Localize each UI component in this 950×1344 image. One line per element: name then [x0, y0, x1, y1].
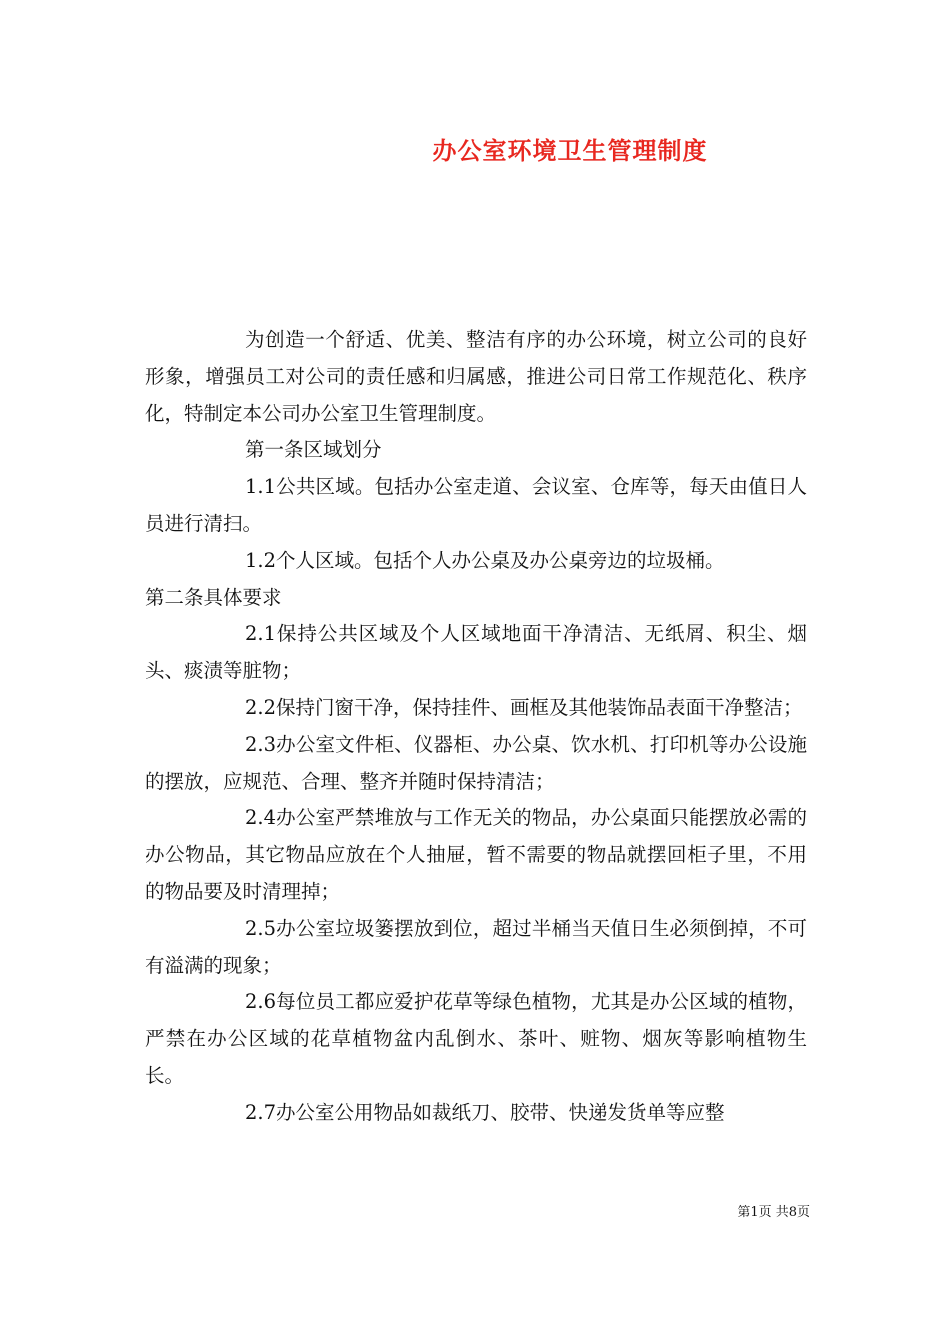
section-heading-1: 第一条区域划分	[245, 438, 382, 462]
document-body	[145, 322, 807, 1132]
page-footer: 第1页 共8页	[737, 1205, 810, 1220]
paragraph-2-7: 2.7办公室公用物品如裁纸刀、胶带、快递发货单等应整	[245, 1100, 725, 1124]
paragraph-2-4: 2.4办公室严禁堆放与工作无关的物品，办公桌面只能摆放必需的办公物品，其它物品应放在个人抽屉，暂不需要的物品就摆回柜子里，不用的物品要及时清理掉；	[145, 806, 807, 903]
section-heading-2: 第二条具体要求	[145, 585, 282, 609]
paragraph-1-2: 1.2个人区域。包括个人办公桌及办公桌旁边的垃圾桶。	[245, 548, 725, 572]
paragraph-1-1: 1.1公共区域。包括办公室走道、会议室、仓库等，每天由值日人员进行清扫。	[145, 475, 807, 535]
paragraph-2-6: 2.6每位员工都应爱护花草等绿色植物，尤其是办公区域的植物，严禁在办公区域的花草植物盆内乱倒水、茶叶、赃物、烟灰等影响植物生长。	[145, 990, 807, 1087]
paragraph-2-2: 2.2保持门窗干净，保持挂件、画框及其他装饰品表面干净整洁；	[245, 695, 803, 719]
paragraph-2-5: 2.5办公室垃圾篓摆放到位，超过半桶当天值日生必须倒掉，不可有溢满的现象；	[145, 916, 807, 977]
document-title: 办公室环境卫生管理制度	[432, 136, 708, 165]
paragraph-intro: 为创造一个舒适、优美、整洁有序的办公环境，树立公司的良好形象，增强员工对公司的责任感和归属感，推进公司日常工作规范化、秩序化，特制定本公司办公室卫生管理制度。	[145, 328, 807, 425]
paragraph-2-1: 2.1保持公共区域及个人区域地面干净清洁、无纸屑、积尘、烟头、痰渍等脏物；	[145, 622, 807, 683]
paragraph-2-3: 2.3办公室文件柜、仪器柜、办公桌、饮水机、打印机等办公设施的摆放，应规范、合理、整齐并随时保持清洁；	[145, 732, 807, 793]
